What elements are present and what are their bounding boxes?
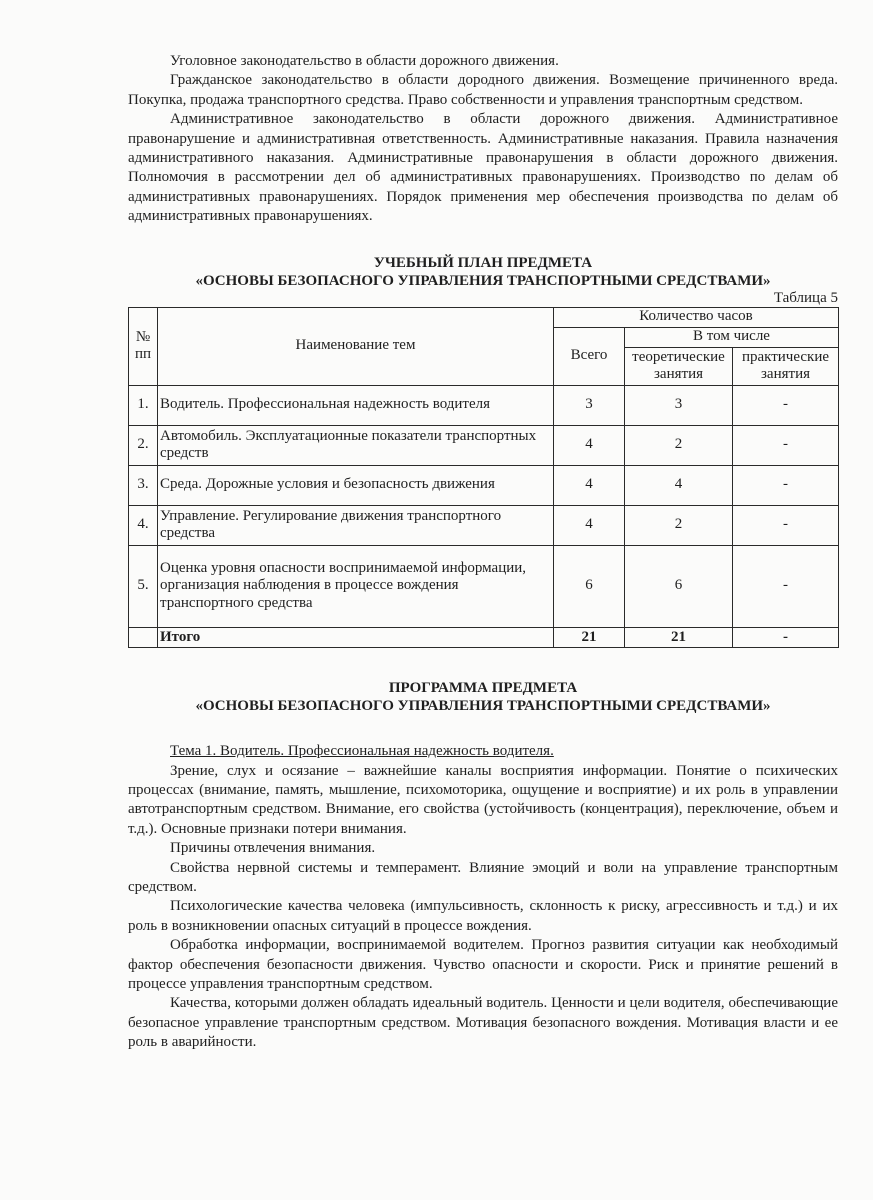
- header-practice: практические занятия: [733, 347, 839, 385]
- row-practice: -: [733, 505, 839, 545]
- row-num: 4.: [129, 505, 158, 545]
- program-subtitle: «ОСНОВЫ БЕЗОПАСНОГО УПРАВЛЕНИЯ ТРАНСПОРТНЫМИ СРЕДСТВАМИ»: [195, 698, 771, 715]
- curriculum-table: [128, 307, 839, 649]
- intro-paragraph-2: Гражданское законодательство в области дородного движения. Возмещение причиненного вреда. Покупка, продажа транспортного средства. Право собственности и управления транспортным средством.: [128, 72, 838, 108]
- row-theory: 6: [625, 545, 733, 627]
- row-name: Управление. Регулирование движения транспортного средства: [158, 505, 554, 545]
- row-num: 2.: [129, 425, 158, 465]
- row-num: 3.: [129, 465, 158, 505]
- total-label: Итого: [158, 627, 554, 648]
- row-theory: 2: [625, 505, 733, 545]
- plan-title: УЧЕБНЫЙ ПЛАН ПРЕДМЕТА: [373, 254, 593, 271]
- table-row: [129, 425, 839, 465]
- total-practice: -: [733, 627, 839, 648]
- row-total: 4: [554, 425, 625, 465]
- row-num: 5.: [129, 545, 158, 627]
- program-paragraph-4: Психологические качества человека (импульсивность, склонность к риску, агрессивность и т.д.) и их роль в возникновении опасных ситуаций в процессе вождения.: [128, 898, 838, 934]
- header-theory: теоретические занятия: [625, 347, 733, 385]
- intro-paragraph-3: Административное законодательство в области дорожного движения. Административное правонарушение и административная ответственность. Административные наказания. Правила назначения административного наказания. Административные правонарушения в области дорожного движения. Полномочия в рассмотрении дел об административных правонарушениях. Производство по делам об административных правонарушениях. Порядок применения мер обеспечения производства по делам об административных правонарушениях.: [128, 111, 838, 225]
- row-total: 4: [554, 465, 625, 505]
- total-num: [129, 627, 158, 648]
- document-page: [128, 52, 838, 1053]
- table-row: [129, 505, 839, 545]
- header-total: Всего: [554, 327, 625, 385]
- row-name: Автомобиль. Эксплуатационные показатели транспортных средств: [158, 425, 554, 465]
- total-theory: 21: [625, 627, 733, 648]
- program-paragraph-3: Свойства нервной системы и темперамент. Влияние эмоций и воли на управление транспортным средством.: [128, 859, 838, 895]
- row-practice: -: [733, 545, 839, 627]
- row-practice: -: [733, 385, 839, 425]
- header-incl: В том числе: [625, 327, 839, 347]
- header-num: № пп: [129, 307, 158, 385]
- header-hours: Количество часов: [554, 307, 839, 327]
- table-row: [129, 385, 839, 425]
- program-title: ПРОГРАММА ПРЕДМЕТА: [388, 680, 578, 697]
- row-num: 1.: [129, 385, 158, 425]
- row-name: Среда. Дорожные условия и безопасность движения: [158, 465, 554, 505]
- table-row: [129, 465, 839, 505]
- topic-heading: [128, 742, 838, 761]
- table-row: [129, 545, 839, 627]
- program-paragraph-5: Обработка информации, воспринимаемой водителем. Прогноз развития ситуации как необходимый фактор обеспечения безопасности движения. Чувство опасности и скорости. Риск и принятие решений в процессе управления транспортным средством.: [128, 937, 838, 993]
- program-paragraph-1: Зрение, слух и осязание – важнейшие каналы восприятия информации. Понятие о психических процессах (внимание, память, мышление, психомоторика, ощущение и восприятие) и их роль в управлении автотранспортным средством. Внимание, его свойства (устойчивость (концентрация), переключение, объем и т.д.). Основные признаки потери внимания.: [128, 762, 838, 837]
- total-hours: 21: [554, 627, 625, 648]
- row-name: Водитель. Профессиональная надежность водителя: [158, 385, 554, 425]
- row-practice: -: [733, 465, 839, 505]
- row-practice: -: [733, 425, 839, 465]
- row-theory: 2: [625, 425, 733, 465]
- row-total: 3: [554, 385, 625, 425]
- program-paragraph-2: Причины отвлечения внимания.: [170, 840, 376, 857]
- topic-heading-text: Тема 1. Водитель. Профессиональная надежность водителя.: [170, 743, 554, 760]
- row-theory: 4: [625, 465, 733, 505]
- row-theory: 3: [625, 385, 733, 425]
- row-total: 4: [554, 505, 625, 545]
- program-paragraph-6: Качества, которыми должен обладать идеальный водитель. Ценности и цели водителя, обеспечивающие безопасное управление транспортным средством. Мотивация безопасного вождения. Мотивация власти и ее роль в аварийности.: [128, 995, 838, 1051]
- row-total: 6: [554, 545, 625, 627]
- intro-paragraph-1: Уголовное законодательство в области дорожного движения.: [170, 53, 559, 69]
- row-name: Оценка уровня опасности воспринимаемой информации, организация наблюдения в процессе вождения транспортного средства: [158, 545, 554, 627]
- table-total-row: [129, 627, 839, 648]
- plan-subtitle: «ОСНОВЫ БЕЗОПАСНОГО УПРАВЛЕНИЯ ТРАНСПОРТНЫМИ СРЕДСТВАМИ»: [195, 272, 771, 289]
- header-name: Наименование тем: [158, 307, 554, 385]
- table-number: Таблица 5: [773, 289, 838, 306]
